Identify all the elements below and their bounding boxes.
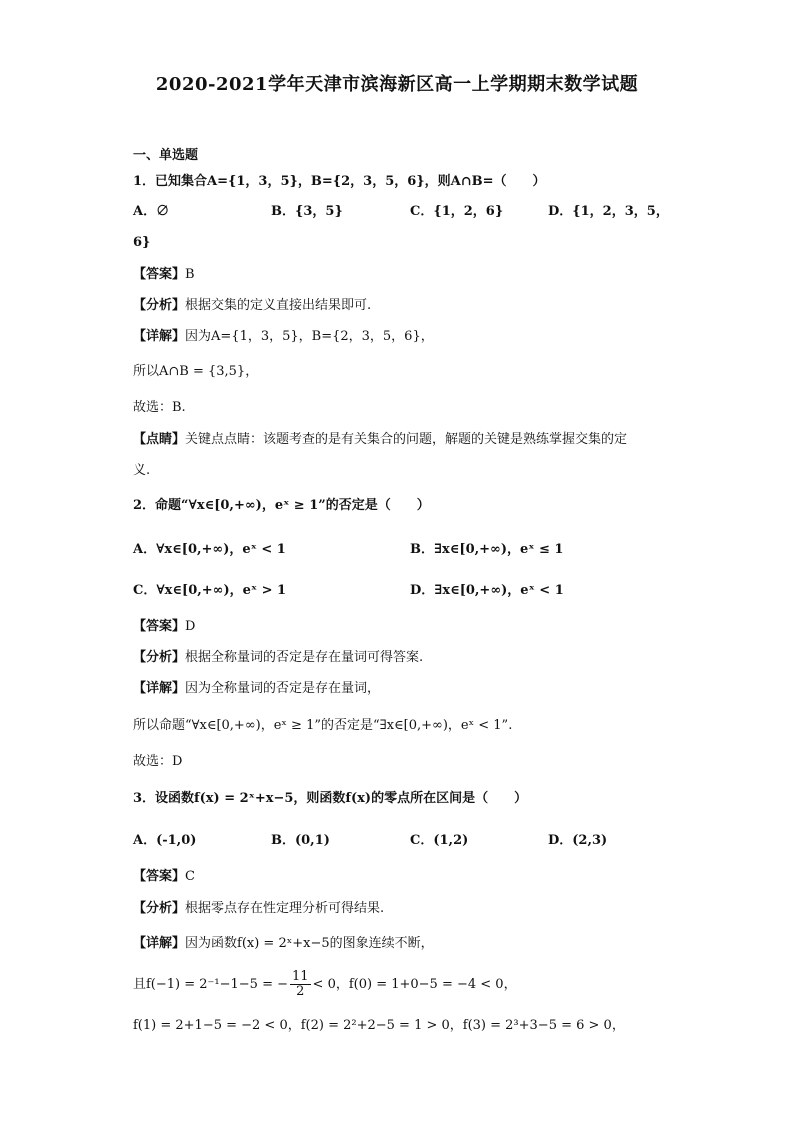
section-heading: 一、单选题	[133, 148, 199, 163]
q1-comment: 关键点点睛：该题考查的是有关集合的问题，解题的关键是熟练掌握交集的定	[185, 432, 628, 447]
q1-detail: 因为A={1，3，5}，B={2，3，5，6}，	[185, 329, 434, 344]
answer-tag: 【答案】	[133, 869, 186, 884]
q2-analysis: 根据全称量词的否定是存在量词可得答案.	[185, 650, 424, 665]
answer-tag: 【答案】	[133, 619, 186, 634]
fraction	[290, 970, 311, 999]
q1-comment-2: 义.	[133, 463, 151, 478]
q3-option-d: D．(2,3)	[548, 833, 608, 848]
q3-detail-2	[133, 968, 673, 1002]
q1-detail-2: 所以A∩B = {3,5}，	[133, 364, 259, 379]
q1-option-d: D．{1，2，3，5，	[548, 204, 669, 219]
q3-detail-2-pre: 且f(−1) = 2⁻¹−1−5 = −	[133, 977, 288, 992]
q1-analysis: 根据交集的定义直接出结果即可.	[185, 298, 372, 313]
fraction-denominator: 2	[296, 984, 305, 999]
comment-tag: 【点睛】	[133, 432, 186, 447]
detail-tag: 【详解】	[133, 681, 186, 696]
q1-options	[133, 202, 673, 222]
q2-option-c: C．∀x∈[0,+∞)，eˣ > 1	[133, 583, 287, 598]
q2-detail-row	[133, 679, 673, 699]
q3-detail-3: f(1) = 2+1−5 = −2 < 0，f(2) = 2²+2−5 = 1 > 0，f(3) = 2³+3−5 = 6 > 0，	[133, 1018, 625, 1033]
q2-options-row2	[133, 581, 673, 601]
q3-stem: 3．设函数f(x) = 2ˣ+x−5，则函数f(x)的零点所在区间是（ ）	[133, 791, 528, 806]
q2-stem: 2．命题“∀x∈[0,+∞)，eˣ ≥ 1”的否定是（ ）	[133, 498, 430, 513]
q1-answer-row	[133, 265, 673, 285]
q2-detail: 因为全称量词的否定是存在量词，	[185, 681, 381, 696]
q1-option-c: C．{1，2，6}	[410, 204, 504, 219]
q3-detail-row	[133, 934, 673, 954]
q1-option-d-wrap: 6}	[133, 235, 151, 250]
q1-option-b: B．{3，5}	[271, 204, 343, 219]
q2-option-a: A．∀x∈[0,+∞)，eˣ < 1	[133, 542, 286, 557]
page-title: 2020-2021学年天津市滨海新区高一上学期期末数学试题	[155, 74, 639, 95]
q2-option-d: D．∃x∈[0,+∞)，eˣ < 1	[410, 583, 564, 598]
answer-tag: 【答案】	[133, 267, 186, 282]
q3-analysis-row	[133, 899, 673, 919]
q2-detail-2: 所以命题“∀x∈[0,+∞)，eˣ ≥ 1”的否定是“∃x∈[0,+∞)，eˣ < 1”.	[133, 718, 513, 733]
q2-option-b: B．∃x∈[0,+∞)，eˣ ≤ 1	[410, 542, 564, 557]
q3-answer: C	[185, 869, 195, 884]
q3-detail: 因为函数f(x) = 2ˣ+x−5的图象连续不断，	[185, 936, 434, 951]
q1-stem: 1．已知集合A={1，3，5}，B={2，3，5，6}，则A∩B=（ ）	[133, 174, 546, 189]
fraction-numerator: 11	[292, 969, 309, 984]
q3-analysis: 根据零点存在性定理分析可得结果.	[185, 901, 385, 916]
q2-answer-row	[133, 617, 673, 637]
q1-choose: 故选：B.	[133, 400, 186, 415]
detail-tag: 【详解】	[133, 936, 186, 951]
q1-analysis-row	[133, 296, 673, 316]
detail-tag: 【详解】	[133, 329, 186, 344]
q2-analysis-row	[133, 648, 673, 668]
q1-comment-row	[133, 430, 673, 450]
q2-choose: 故选：D	[133, 754, 183, 769]
analysis-tag: 【分析】	[133, 650, 186, 665]
q3-detail-2-post: < 0，f(0) = 1+0−5 = −4 < 0，	[312, 977, 517, 992]
q3-option-a: A．(-1,0)	[133, 833, 197, 848]
analysis-tag: 【分析】	[133, 298, 186, 313]
q3-option-b: B．(0,1)	[271, 833, 330, 848]
q1-detail-row	[133, 327, 673, 347]
analysis-tag: 【分析】	[133, 901, 186, 916]
q3-answer-row	[133, 867, 673, 887]
q1-answer: B	[185, 267, 195, 282]
q2-answer: D	[185, 619, 196, 634]
q3-options	[133, 831, 673, 851]
q1-option-a: A．∅	[133, 204, 170, 219]
q3-option-c: C．(1,2)	[410, 833, 469, 848]
q2-options-row1	[133, 540, 673, 560]
